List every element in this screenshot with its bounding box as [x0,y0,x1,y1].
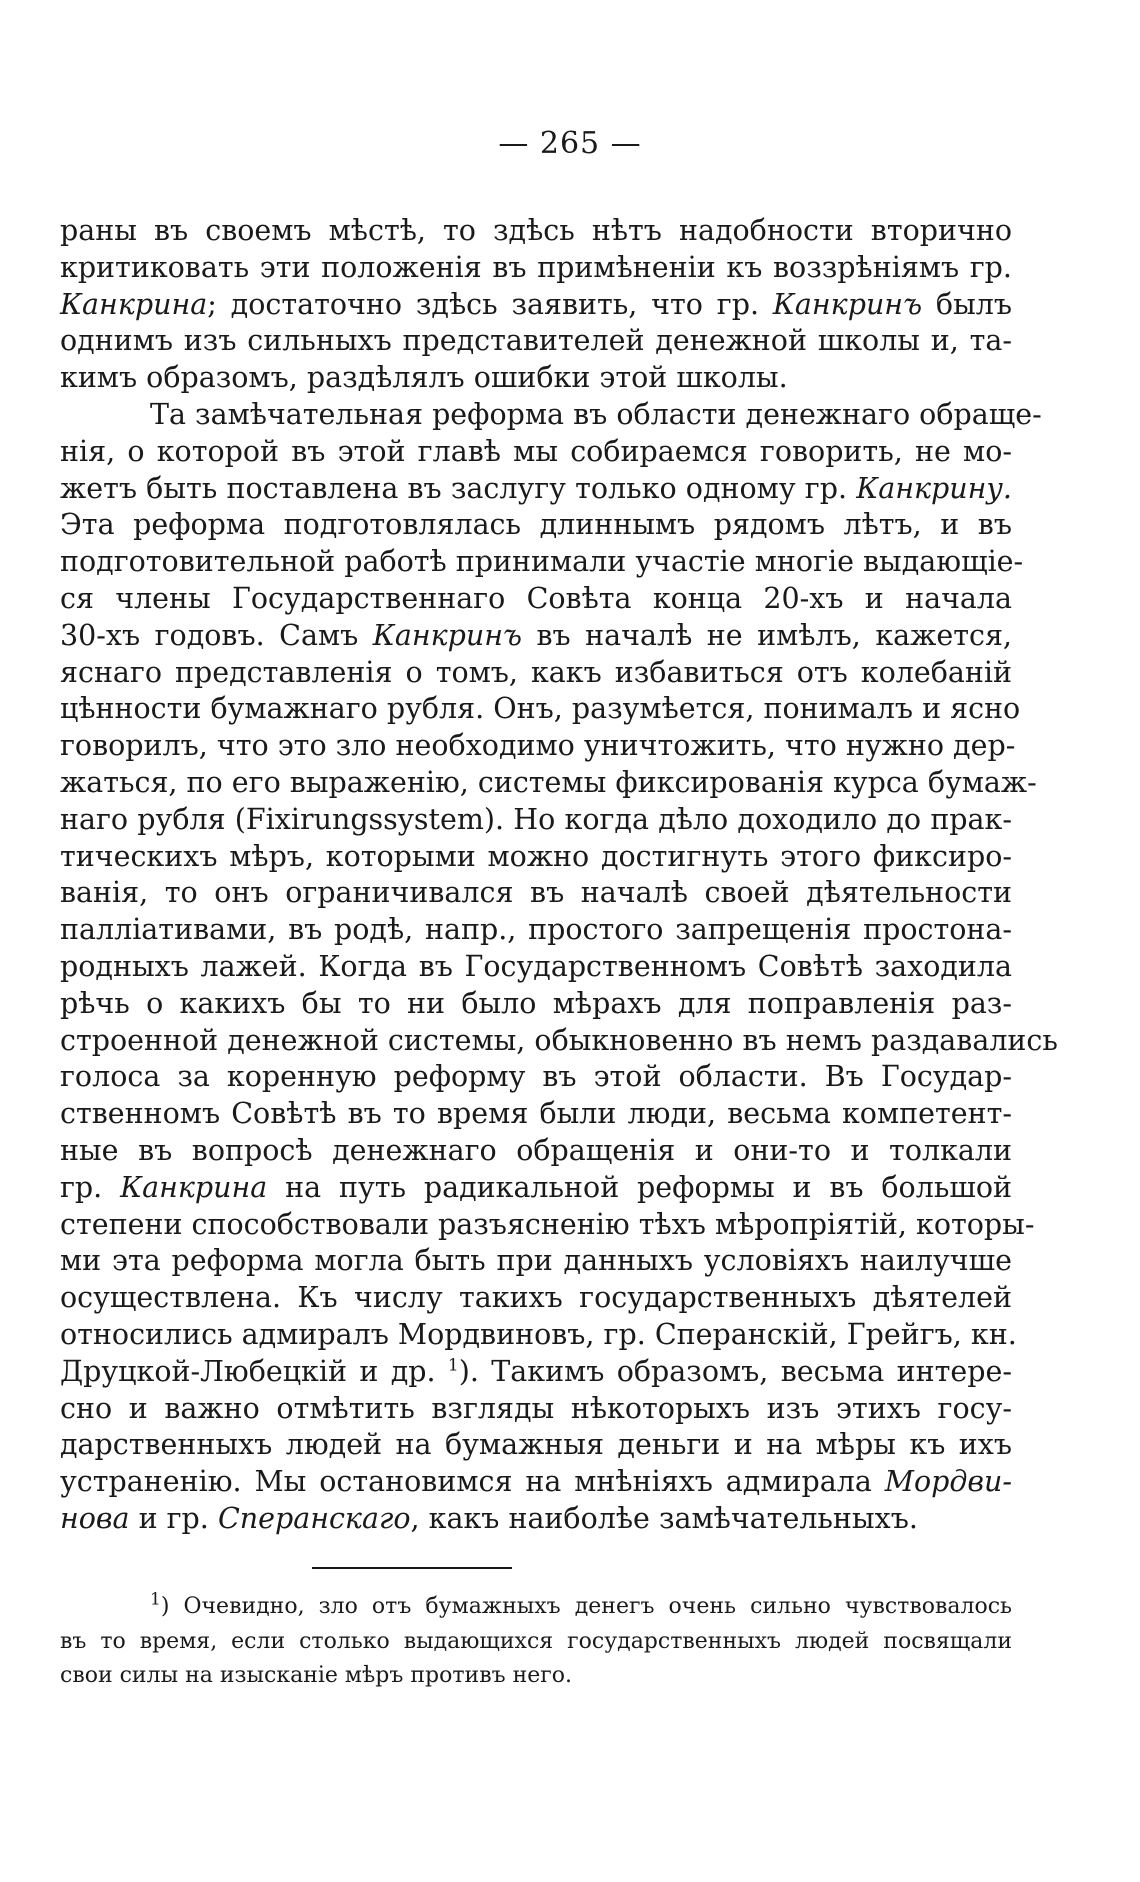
body-line [60,213,1012,250]
body-line [60,875,1012,912]
body-line [60,250,1012,287]
text-run: раны въ своемъ мѣстѣ, то здѣсь нѣтъ надобности вторично [60,214,1012,247]
text-run: строенной денежной системы, обыкновенно въ немъ раздавались [60,1023,1058,1057]
text-run: яснаго представленія о томъ, какъ избавиться отъ колебаній [60,655,1012,689]
body-line [60,1023,1058,1060]
page-number: — 265 — [498,126,642,161]
body-line [60,544,1024,581]
text-run: ми эта реформа могла быть при данныхъ условіяхъ наилучше [60,1244,1012,1278]
body-line [60,507,1012,544]
text-run: Та замѣчательная реформа въ области денежнаго обраще- [150,397,1042,431]
text-run: жаться, по его выраженію, системы фиксированія курса бумаж- [60,765,1037,799]
body-line [60,1170,1012,1207]
body-line [60,1096,1012,1133]
body-line [60,1280,1012,1317]
main-text [60,213,1058,1538]
body-line [60,949,1012,986]
text-run: былъ [922,287,1012,321]
text-run: ). Такимъ образомъ, весьма интере- [458,1354,1012,1388]
italic-name: Канкринъ [772,287,923,321]
body-line [60,691,1021,728]
body-line [60,912,1012,949]
text-run: жетъ быть поставлена въ заслугу только одному гр. [60,471,857,505]
text-run: критиковать эти положенія въ примѣненіи къ воззрѣніямъ гр. [60,250,1012,284]
body-line [60,471,1012,508]
body-line [60,765,1037,802]
footnote-line [60,1659,1012,1694]
text-run: Эта реформа подготовлялась длиннымъ рядомъ лѣтъ, и въ [60,508,1012,542]
body-line [60,1243,1012,1280]
text-run: подготовительной работѣ принимали участіе многіе выдающіе- [60,545,1024,579]
body-line [60,1317,1017,1354]
body-line [60,839,1012,876]
text-run: ; достаточно здѣсь заявить, что гр. [207,287,773,321]
body-line [60,323,1012,360]
text-run: степени способствовали разъясненію тѣхъ мѣропріятій, которы- [60,1207,1035,1241]
text-run: устраненію. Мы остановимся на мнѣніяхъ адмирала [60,1465,885,1499]
body-line [60,1464,1012,1501]
text-run: ) Очевидно, зло отъ бумажныхъ денегъ очень сильно чувствовалось [160,1594,1012,1619]
italic-name: Канкрину. [856,471,1012,505]
body-line [60,1059,1012,1096]
text-run: , какъ наиболѣе замѣчательныхъ. [410,1501,918,1535]
footnote-line [60,1590,1012,1625]
footnote-separator [312,1567,512,1569]
text-run: палліативами, въ родѣ, напр., простого запрещенія простона- [60,913,1012,947]
body-line [60,360,1012,397]
text-run: кимъ образомъ, раздѣлялъ ошибки этой школы. [60,361,788,395]
italic-name: Канкрина [120,1170,268,1204]
body-line [60,655,1012,692]
text-run: относились адмиралъ Мордвиновъ, гр. Сперанскій, Грейгъ, кн. [60,1317,1017,1351]
body-line [60,1427,1012,1464]
text-run: на путь радикальной реформы и въ большой [267,1170,1012,1204]
text-run: рѣчь о какихъ бы то ни было мѣрахъ для поправленія раз- [60,986,1012,1020]
text-run: осуществлена. Къ числу такихъ государственныхъ дѣятелей [60,1281,1012,1315]
footnote [60,1590,1012,1694]
text-run: нія, о которой въ этой главѣ мы собираемся говорить, не мо- [60,434,1012,468]
body-line [60,434,1012,471]
body-line [60,581,1012,618]
text-run: ся члены Государственнаго Совѣта конца 20-хъ и начала [60,581,1012,615]
text-run: сно и важно отмѣтить взгляды нѣкоторыхъ изъ этихъ госу- [60,1391,1012,1425]
text-run: ные въ вопросѣ денежнаго обращенія и они-то и толкали [60,1133,1012,1167]
body-line [60,1354,1012,1391]
text-run: 30-хъ годовъ. Самъ [60,618,373,652]
body-line [60,1501,1012,1538]
footnote-line [60,1625,1012,1660]
body-line [60,802,1012,839]
body-line [60,986,1012,1023]
text-run: въ то время, если столько выдающихся государственныхъ людей посвящали [60,1628,1012,1654]
body-line [60,1207,1035,1244]
italic-name: Канкринъ [372,618,522,652]
text-run: гр. [60,1170,121,1204]
body-line [60,618,1012,655]
body-line [60,1391,1012,1428]
text-run: голоса за коренную реформу въ этой области. Въ Государ- [60,1060,1012,1094]
text-run: Друцкой-Любецкій и др. [60,1354,448,1388]
footnote-marker: 1 [447,1355,459,1376]
text-run: и гр. [129,1501,218,1535]
text-run: въ началѣ не имѣлъ, кажется, [521,618,1012,652]
text-run: родныхъ лажей. Когда въ Государственномъ Совѣтѣ заходила [60,949,1012,983]
italic-name: Сперанскаго [217,1501,411,1535]
text-run: ственномъ Совѣтѣ въ то время были люди, весьма компетент- [60,1097,1012,1131]
italic-name: Мордви- [884,1465,1012,1499]
text-run: ванія, то онъ ограничивался въ началѣ своей дѣятельности [60,876,1012,910]
text-run: дарственныхъ людей на бумажныя деньги и на мѣры къ ихъ [60,1428,1012,1462]
text-run: тическихъ мѣръ, которыми можно достигнуть этого фиксиро- [60,839,1012,873]
text-run: свои силы на изысканіе мѣръ противъ него. [60,1663,573,1688]
footnote-marker: 1 [150,1589,161,1610]
italic-name: нова [60,1501,130,1535]
italic-name: Канкрина [60,287,208,321]
text-run: однимъ изъ сильныхъ представителей денежной школы и, та- [60,324,1012,358]
text-run: наго рубля (Fixirungssystem). Но когда дѣло доходило до прак- [60,802,1012,836]
body-line [60,728,1016,765]
text-run: цѣнности бумажнаго рубля. Онъ, разумѣется, понималъ и ясно [60,692,1021,726]
body-line [60,397,1042,434]
body-line [60,287,1012,324]
text-run: говорилъ, что это зло необходимо уничтожить, что нужно дер- [60,729,1016,763]
body-line [60,1133,1012,1170]
